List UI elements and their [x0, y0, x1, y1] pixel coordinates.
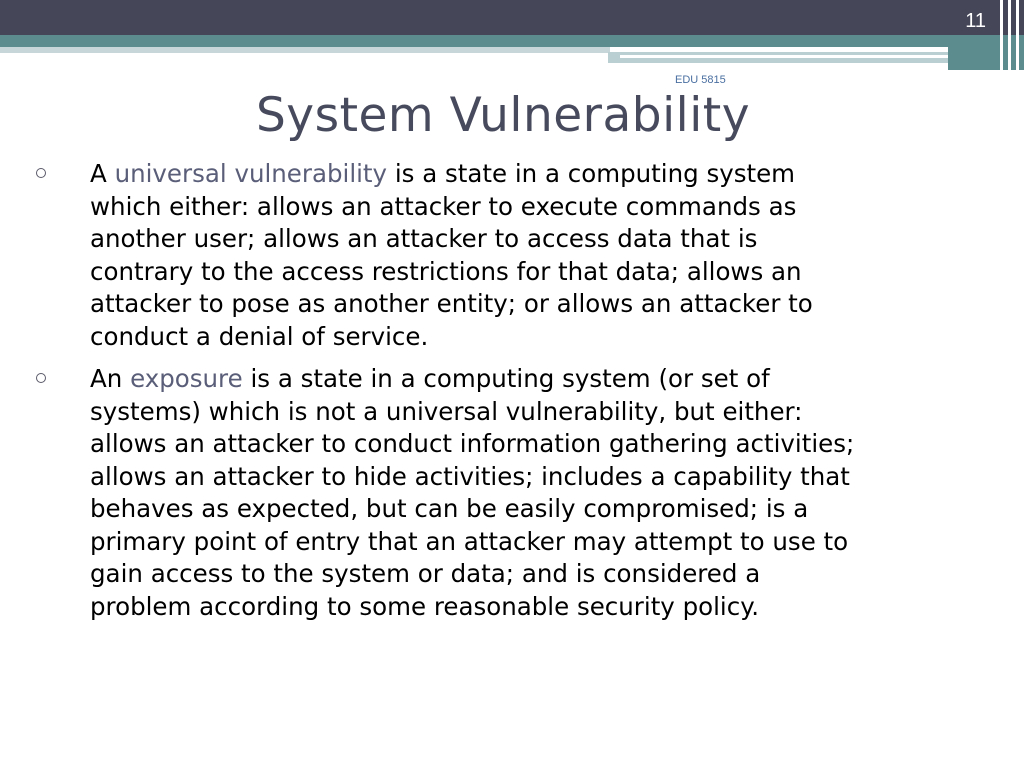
bullet-lead: A — [90, 159, 115, 188]
header-dark-band — [0, 0, 1024, 35]
hollow-circle-bullet-icon — [36, 373, 46, 383]
slide-title: System Vulnerability — [255, 88, 751, 143]
header-step-line-highlight — [620, 55, 948, 58]
bullet-item-universal-vulnerability — [36, 158, 866, 353]
corner-teal-block — [948, 35, 1024, 70]
bullet-body: is a state in a computing system which either: allows an attacker to execute commands as another user; allows an attacker to access data that is contrary to the access restrictions for that data; allows an attacker to pose as another entity; or allows an attacker to conduct a denial of service. — [90, 159, 813, 351]
page-number: 11 — [965, 10, 986, 32]
hollow-circle-bullet-icon — [36, 168, 46, 178]
term-exposure: exposure — [130, 364, 243, 393]
corner-stripe — [1000, 0, 1003, 72]
course-code: EDU 5815 — [675, 74, 726, 86]
bullet-item-exposure — [36, 363, 866, 623]
term-universal-vulnerability: universal vulnerability — [114, 159, 388, 188]
bullet-list — [36, 158, 866, 633]
header-teal-band — [0, 35, 1024, 47]
header-pale-band — [0, 47, 610, 53]
corner-stripe — [1016, 0, 1019, 72]
corner-stripe — [1008, 0, 1011, 72]
bullet-body: is a state in a computing system (or set of systems) which is not a universal vulnerability, but either: allows an attacker to conduct information gathering activities; allows an attacker to hide activities; includes a capability that behaves as expected, but can be easily compromised; is a primary point of entry that an attacker may attempt to use to gain access to the system or data; and is considered a problem according to some reasonable security policy. — [90, 364, 855, 621]
bullet-lead: An — [90, 364, 131, 393]
